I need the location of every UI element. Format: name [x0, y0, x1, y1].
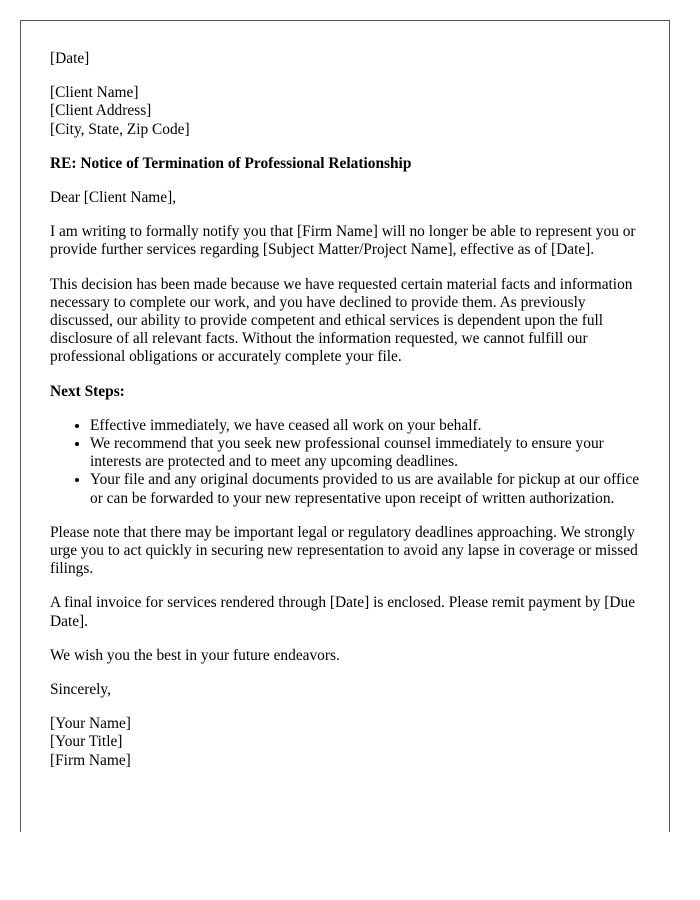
body-paragraph-invoice: A final invoice for services rendered through [Date] is enclosed. Please remit payment by [Due Date]. — [50, 594, 636, 630]
letter-date: [Date] — [50, 50, 90, 67]
closing: Sincerely, — [50, 681, 111, 699]
signature-block — [50, 715, 650, 770]
body-paragraph-deadlines: Please note that there may be important legal or regulatory deadlines approaching. We strongly urge you to act quickly in securing new representation to avoid any lapse in coverage or missed filings. — [50, 523, 638, 578]
recipient-address: [Client Address] — [50, 102, 152, 120]
next-step-item: • We recommend that you seek new professional counsel immediately to ensure your interests are protected and to meet any upcoming deadlines. — [90, 435, 650, 471]
signature-name: [Your Name] — [50, 715, 131, 733]
recipient-name: [Client Name] — [50, 84, 139, 102]
recipient-block — [50, 84, 650, 139]
signature-title: [Your Title] — [50, 733, 123, 751]
subject-line: RE: Notice of Termination of Professional Relationship — [50, 154, 412, 172]
letter-page — [20, 20, 670, 832]
next-step-item: • Effective immediately, we have ceased all work on your behalf. — [90, 417, 650, 435]
next-step-item: • Your file and any original documents provided to us are available for pickup at our office or can be forwarded to your new representative upon receipt of written authorization. — [90, 471, 650, 507]
signature-firm: [Firm Name] — [50, 751, 131, 769]
body-paragraph-wishes: We wish you the best in your future endeavors. — [50, 646, 340, 664]
next-steps-heading: Next Steps: — [50, 382, 125, 400]
next-steps-list — [50, 417, 650, 508]
salutation: Dear [Client Name], — [50, 189, 177, 207]
body-paragraph-reason: This decision has been made because we have requested certain material facts and information necessary to complete our work, and you have declined to provide them. As previously discussed, our ability to provide competent and ethical services is dependent upon the full disclosure of all relevant facts. Without the information requested, we cannot fulfill our professional obligations or accurately complete your file. — [50, 275, 633, 366]
recipient-city-state-zip: [City, State, Zip Code] — [50, 120, 190, 138]
body-paragraph-notification: I am writing to formally notify you that [Firm Name] will no longer be able to represent you or provide further services regarding [Subject Matter/Project Name], effective as of [Date]. — [50, 223, 636, 259]
